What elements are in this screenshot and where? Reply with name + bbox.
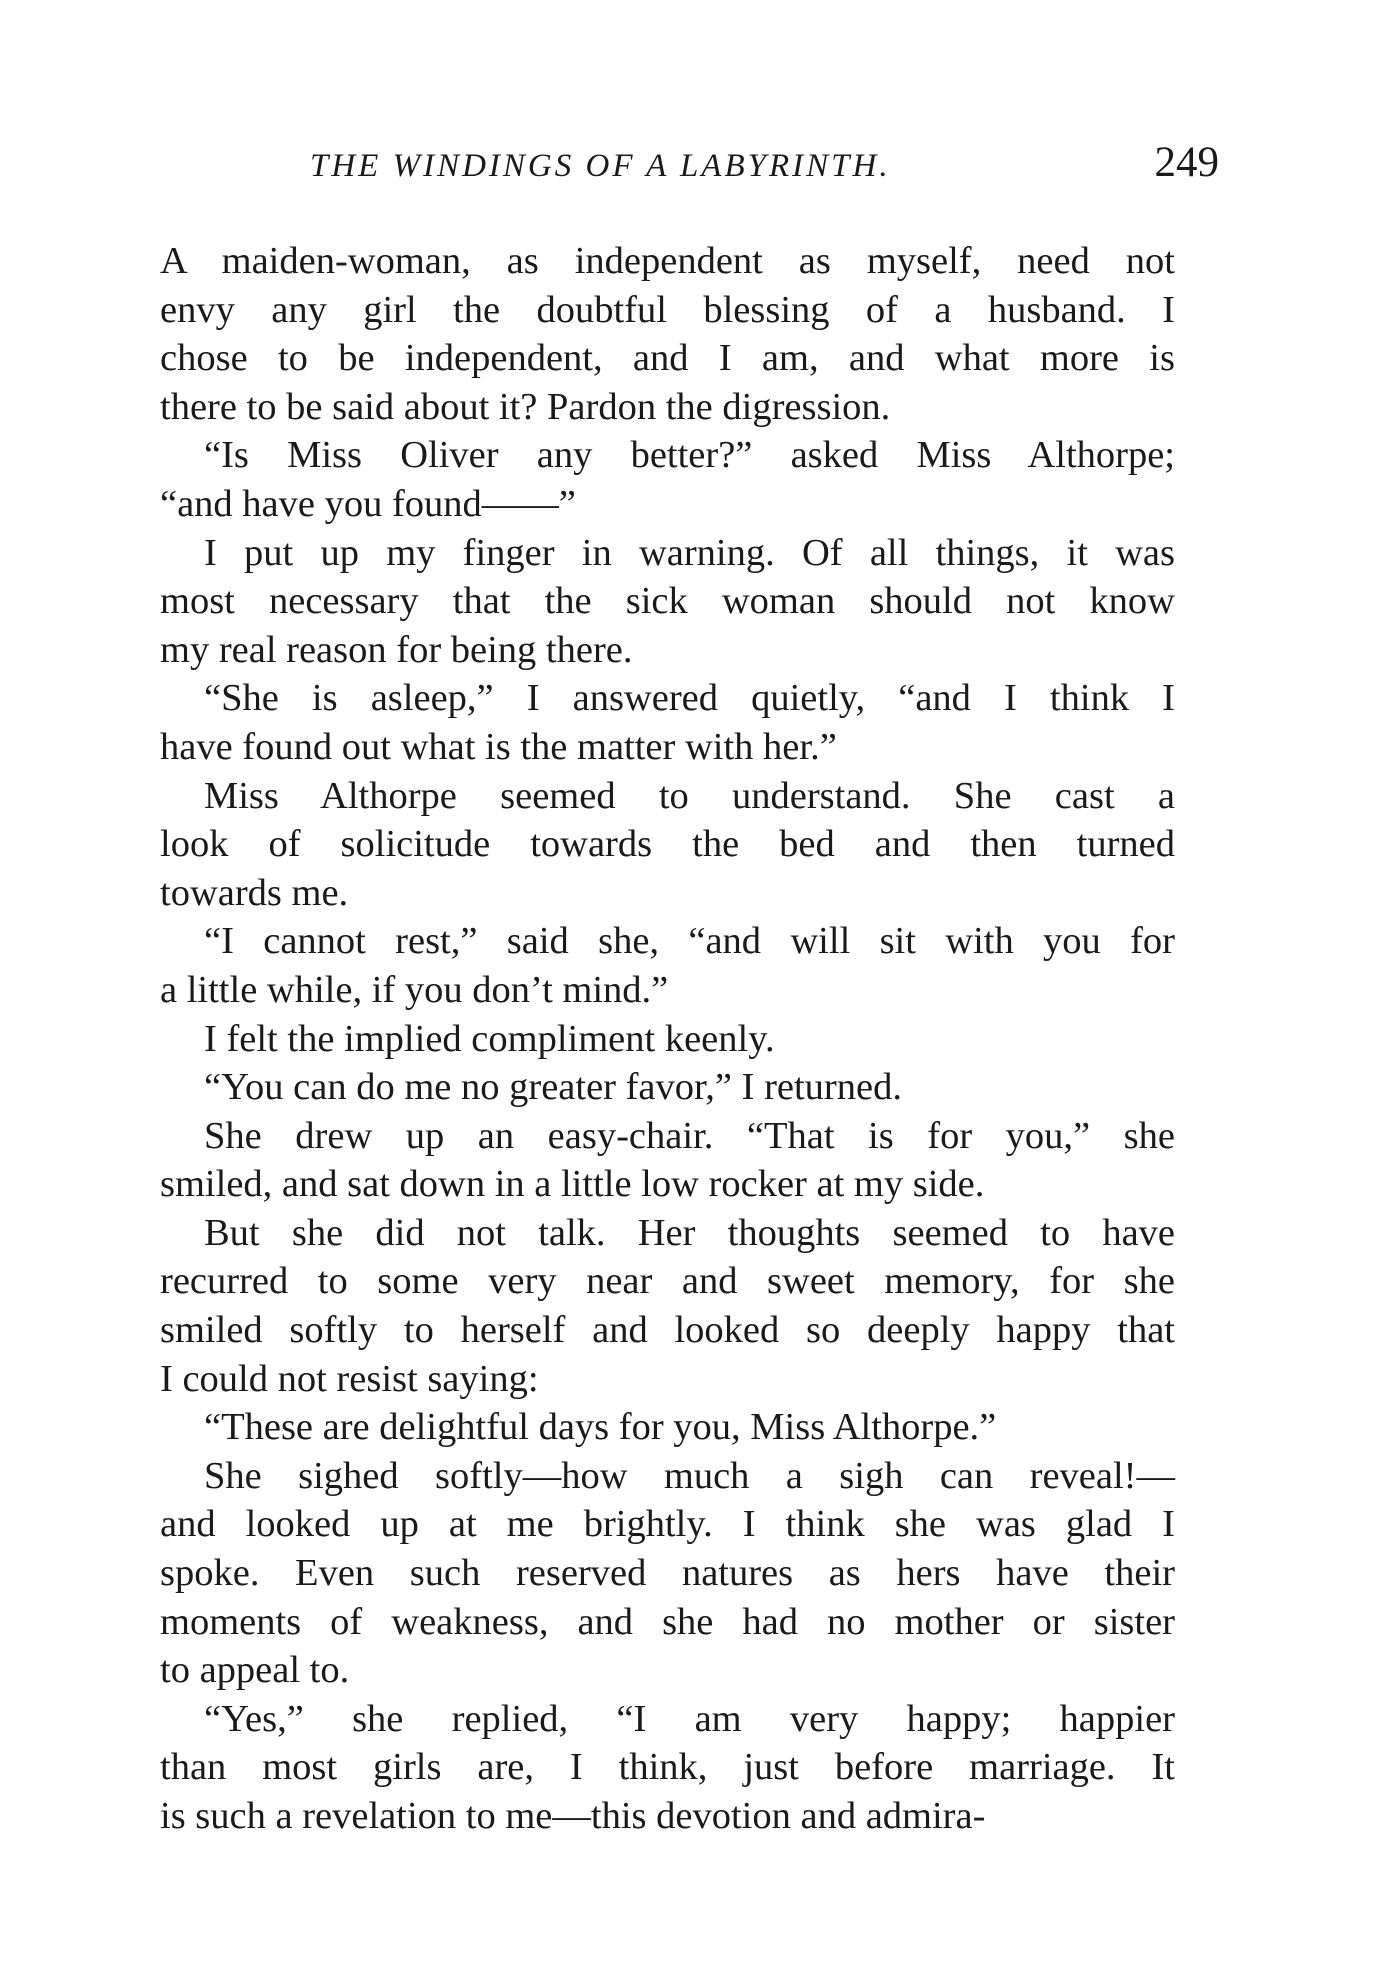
- paragraph: [160, 674, 1175, 771]
- text-line: look of solicitude towards the bed and then turned: [160, 823, 1175, 866]
- paragraph: [160, 1063, 1175, 1112]
- text-line: towards me.: [160, 871, 349, 914]
- text-line: have found out what is the matter with her.”: [160, 725, 837, 768]
- text-line: and looked up at me brightly. I think she was glad I: [160, 1503, 1175, 1546]
- text-line: a little while, if you don’t mind.”: [160, 968, 669, 1011]
- text-line: envy any girl the doubtful blessing of a husband. I: [160, 288, 1175, 331]
- text-line: recurred to some very near and sweet memory, for she: [160, 1260, 1175, 1303]
- paragraph: [160, 1695, 1175, 1841]
- text-line: But she did not talk. Her thoughts seemed to have: [204, 1211, 1175, 1254]
- text-line: chose to be independent, and I am, and what more is: [160, 337, 1175, 380]
- running-title: THE WINDINGS OF A LABYRINTH.: [310, 148, 891, 184]
- text-line: smiled softly to herself and looked so deeply happy that: [160, 1309, 1175, 1352]
- text-line: “and have you found——”: [160, 482, 576, 525]
- paragraph: [160, 1015, 1175, 1064]
- paragraph: [160, 1112, 1175, 1209]
- text-line: I could not resist saying:: [160, 1357, 539, 1400]
- paragraph: [160, 1403, 1175, 1452]
- text-line: “You can do me no greater favor,” I returned.: [204, 1066, 902, 1109]
- paragraph: [160, 237, 1175, 431]
- text-line: spoke. Even such reserved natures as hers have their: [160, 1552, 1175, 1595]
- text-line: moments of weakness, and she had no mother or sister: [160, 1600, 1175, 1643]
- paragraph: [160, 529, 1175, 675]
- paragraph: [160, 431, 1175, 528]
- text-line: “These are delightful days for you, Miss Althorpe.”: [204, 1406, 997, 1449]
- text-line: my real reason for being there.: [160, 628, 633, 671]
- text-line: She sighed softly—how much a sigh can reveal!—: [204, 1454, 1175, 1497]
- text-line: most necessary that the sick woman should not know: [160, 580, 1175, 623]
- text-line: I put up my finger in warning. Of all things, it was: [204, 531, 1175, 574]
- text-line: “Yes,” she replied, “I am very happy; happier: [204, 1697, 1175, 1740]
- text-line: “Is Miss Oliver any better?” asked Miss Althorpe;: [204, 434, 1175, 477]
- text-line: She drew up an easy-chair. “That is for you,” she: [204, 1114, 1175, 1157]
- body-text: [160, 237, 1175, 1841]
- text-line: is such a revelation to me—this devotion and admira-: [160, 1795, 986, 1837]
- text-line: Miss Althorpe seemed to understand. She cast a: [204, 774, 1175, 817]
- text-line: than most girls are, I think, just before marriage. It: [160, 1746, 1175, 1789]
- page-number: 249: [1154, 139, 1219, 186]
- paragraph: [160, 1209, 1175, 1403]
- text-line: “She is asleep,” I answered quietly, “and I think I: [204, 677, 1175, 720]
- paragraph: [160, 917, 1175, 1014]
- paragraph: [160, 772, 1175, 918]
- text-line: I felt the implied compliment keenly.: [204, 1017, 775, 1060]
- text-line: there to be said about it? Pardon the digression.: [160, 385, 891, 428]
- text-line: A maiden-woman, as independent as myself, need not: [160, 240, 1175, 282]
- text-line: smiled, and sat down in a little low rocker at my side.: [160, 1163, 985, 1206]
- text-line: to appeal to.: [160, 1649, 350, 1692]
- running-head: [160, 138, 1219, 198]
- text-line: “I cannot rest,” said she, “and will sit with you for: [204, 920, 1175, 963]
- paragraph: [160, 1452, 1175, 1695]
